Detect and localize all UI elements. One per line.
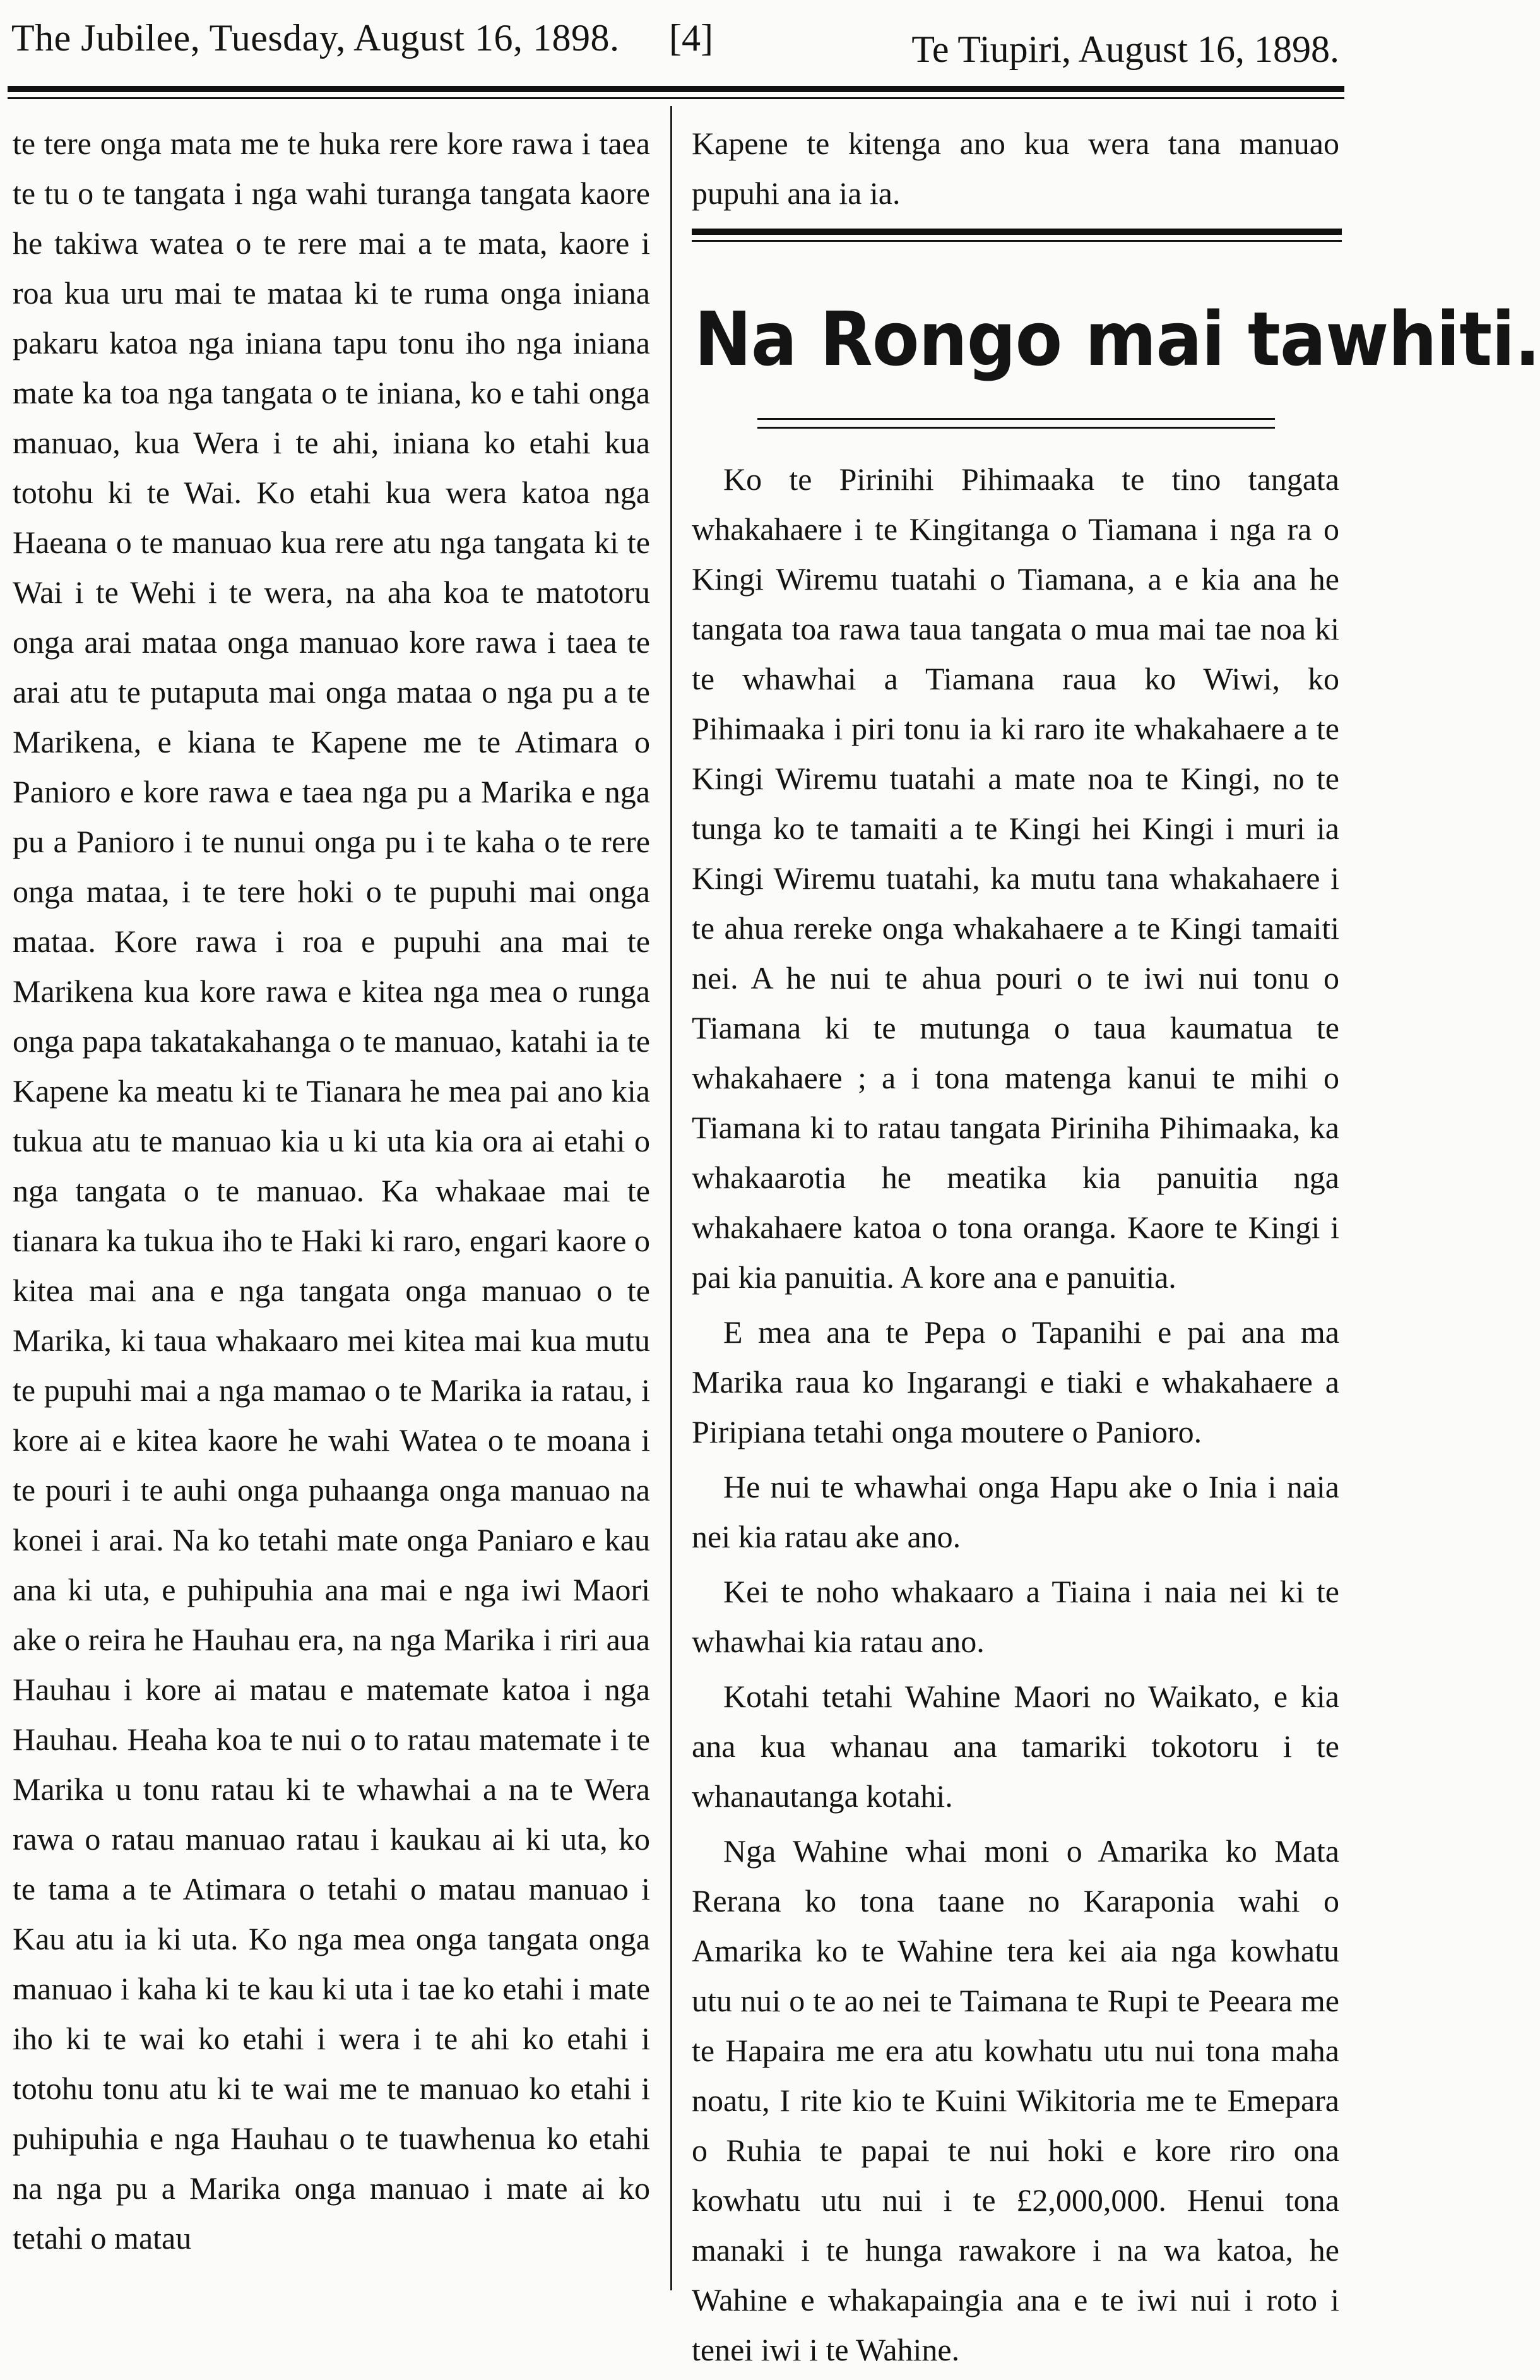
news-paragraph: Kotahi tetahi Wahine Maori no Waikato, e kia ana kua whanau ana tamariki tokotoru i te whanautanga kotahi. [692,1679,1339,1814]
news-paragraph: Ko te Pirinihi Pihimaaka te tino tangata whakahaere i te Kingitanga o Tiamana i nga ra o Kingi Wiremu tuatahi o Tiamana, a e kia ana he tangata toa rawa taua tangata o mua mai tae noa ki te whawhai a Tiamana raua ko Wiwi, ko Pihimaaka i piri tonu ia ki raro ite whakahaere a te Kingi Wiremu tuatahi a mate noa te Kingi, no te tunga ko te tamaiti a te Kingi hei Kingi i muri ia Kingi Wiremu tuatahi, ka mutu tana whakahaere i te ahua rereke onga whakahaere a te Kingi tamaiti nei. A he nui te ahua pouri o te iwi nui tonu o Tiamana ki te mutunga o taua kaumatua te whakahaere ; a i tona matenga kanui te mihi o Tiamana ki to ratau tangata Piriniha Pihimaaka, ka whakaarotia he meatika kia panuitia nga whakahaere katoa o tona oranga. Kaore te Kingi i pai kia panuitia. A kore ana e panuitia. [692,461,1339,1295]
header-rule-thin [8,97,1344,99]
news-paragraph: He nui te whawhai onga Hapu ake o Inia i naia nei kia ratau ake ano. [692,1469,1339,1554]
page-number: [4] [669,17,713,59]
column-divider [670,106,672,2290]
left-column [13,119,650,2263]
left-column-text: te tere onga mata me te huka rere kore rawa i taea te tu o te tangata i nga wahi turanga tangata kaore he takiwa watea o te rere mai a te mata, kaore i roa kua uru mai te mataa ki te ruma onga iniana pakaru katoa nga iniana tapu tonu iho nga iniana mate ka toa nga tangata o te iniana, ko e tahi onga manuao, kua Wera i te ahi, iniana ko etahi kua totohu ki te Wai. Ko etahi kua wera katoa nga Haeana o te manuao kua rere atu nga tangata ki te Wai i te Wehi i te wera, na aha koa te matotoru onga arai mataa onga manuao kore rawa i taea te arai atu te putaputa mai onga mataa o nga pu a te Marikena, e kiana te Kapene me te Atimara o Panioro e kore rawa e taea nga pu a Marika e nga pu a Panioro i te nunui onga pu i te kaha o te rere onga mataa, i te tere hoki o te pupuhi mai onga mataa. Kore rawa i roa e pupuhi ana mai te Marikena kua kore rawa e kitea nga mea o runga onga papa takatakahanga o te manuao, katahi ia te Kapene ka meatu ki te Tianara he mea pai ano kia tukua atu te manuao kia u ki uta kia ora ai etahi o nga tangata o te manuao. Ka whakaae mai te tianara ka tukua iho te Haki ki raro, engari kaore o kitea mai ana e nga tangata onga manuao o te Marika, ki taua whakaaro mei kitea mai kua mutu te pupuhi mai a nga mamao o te Marika ia ratau, i kore ai e kitea kaore he wahi Watea o te moana i te pouri i te auhi onga puhaanga onga manuao na konei i arai. Na ko tetahi mate onga Paniaro e kau ana ki uta, e puhipuhia ana mai e nga iwi Maori ake o reira he Hauhau era, na nga Marika i riri aua Hauhau i kore ai matau e matemate katoa i nga Hauhau. Heaha koa te nui o to ratau matemate i te Marika u tonu ratau ki te whawhai a na te Wera rawa o ratau manuao ratau i kaukau ai ki uta, ko te tama a te Atimara o tetahi o matau manuao i Kau atu ia ki uta. Ko nga mea onga tangata onga manuao i kaha ki te kau ki uta i tae ko etahi i mate iho ki te wai ko etahi i wera i te ahi ko etahi i totohu tonu atu ki te wai me te manuao ko etahi i puhipuhia e nga Hauhau o te tuawhenua ko etahi na nga pu a Marika onga manuao i mate ai ko tetahi o matau [13,126,650,2256]
header-left-title: The Jubilee, Tuesday, August 16, 1898. [11,17,620,59]
right-top-continuation [692,119,1339,218]
news-paragraph: Nga Wahine whai moni o Amarika ko Mata Rerana ko tona taane no Karaponia wahi o Amarika ko te Wahine tera kei aia nga kowhatu utu nui o te ao nei te Taimana te Rupi te Peeara me te Hapaira me era atu kowhatu utu nui tona maha noatu, I rite kio te Kuini Wikitoria me te Emepara o Ruhia te papai te nui hoki e kore riro ona kowhatu utu nui i te £2,000,000. Henui tona manaki i te hunga rawakore i na wa katoa, he Wahine e whakapaingia ana e te iwi nui i roto i tenei iwi i te Wahine. [692,1833,1339,2367]
headline-rule-bottom [757,427,1275,429]
header-right-title: Te Tiupiri, August 16, 1898. [911,28,1339,70]
header-rule-thick [8,86,1344,92]
section-rule-thin [692,240,1342,242]
right-top-text: Kapene te kitenga ano kua wera tana manuao pupuhi ana ia ia. [692,126,1339,211]
page-header [0,0,1352,82]
section-rule-thick [692,229,1342,235]
news-paragraph: Kei te noho whakaaro a Tiaina i naia nei ki te whawhai kia ratau ano. [692,1574,1339,1659]
right-column-news [692,455,1339,2380]
news-paragraph: E mea ana te Pepa o Tapanihi e pai ana ma Marika raua ko Ingarangi e tiaki e whakahaere a Piripiana tetahi onga moutere o Panioro. [692,1314,1339,1449]
headline-rule-top [757,418,1275,420]
section-headline: Na Rongo mai tawhiti. [694,295,1540,383]
